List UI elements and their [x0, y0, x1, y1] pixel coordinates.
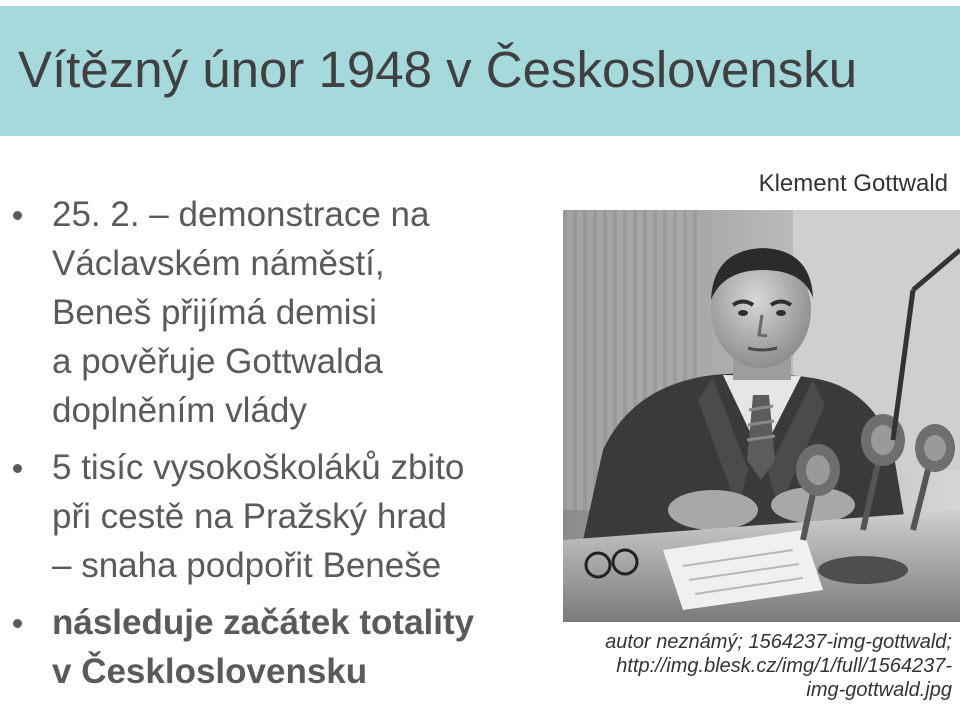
portrait-photo-illustration: [563, 210, 960, 622]
bullet-list: [0, 190, 560, 696]
bullet-line: v Českloslovensku: [52, 652, 368, 691]
bullet-item-3: [0, 598, 560, 696]
bullet-line: Beneš přijímá demisi: [52, 293, 377, 332]
photo-caption: Klement Gottwald: [758, 170, 948, 197]
bullet-dot-icon: [13, 211, 22, 220]
credit-line: http://img.blesk.cz/img/1/full/1564237-: [616, 655, 952, 677]
bullet-line: při cestě na Pražský hrad: [52, 497, 447, 536]
bullet-line: Václavském náměstí,: [52, 244, 385, 283]
bullet-line: 5 tisíc vysokoškoláků zbito: [52, 448, 465, 487]
title-bar: [0, 6, 960, 136]
bullet-line: 25. 2. – demonstrace na: [52, 195, 430, 234]
slide-title: Vítězný únor 1948 v Československu: [18, 41, 858, 98]
bullet-item-2: [0, 443, 560, 590]
credit-line: autor neznámý; 1564237-img-gottwald;: [605, 631, 952, 653]
credit-line: img-gottwald.jpg: [806, 679, 952, 701]
bullet-line: doplněním vlády: [52, 391, 307, 430]
bullet-line: – snaha podpořit Beneše: [52, 546, 442, 585]
bullet-dot-icon: [13, 464, 22, 473]
bullet-dot-icon: [13, 619, 22, 628]
bullet-line: a pověřuje Gottwalda: [52, 342, 383, 381]
bullet-item-1: [0, 190, 560, 435]
portrait-photo: [563, 210, 960, 622]
photo-credit: [552, 630, 952, 702]
bullet-line: následuje začátek totality: [52, 603, 475, 642]
